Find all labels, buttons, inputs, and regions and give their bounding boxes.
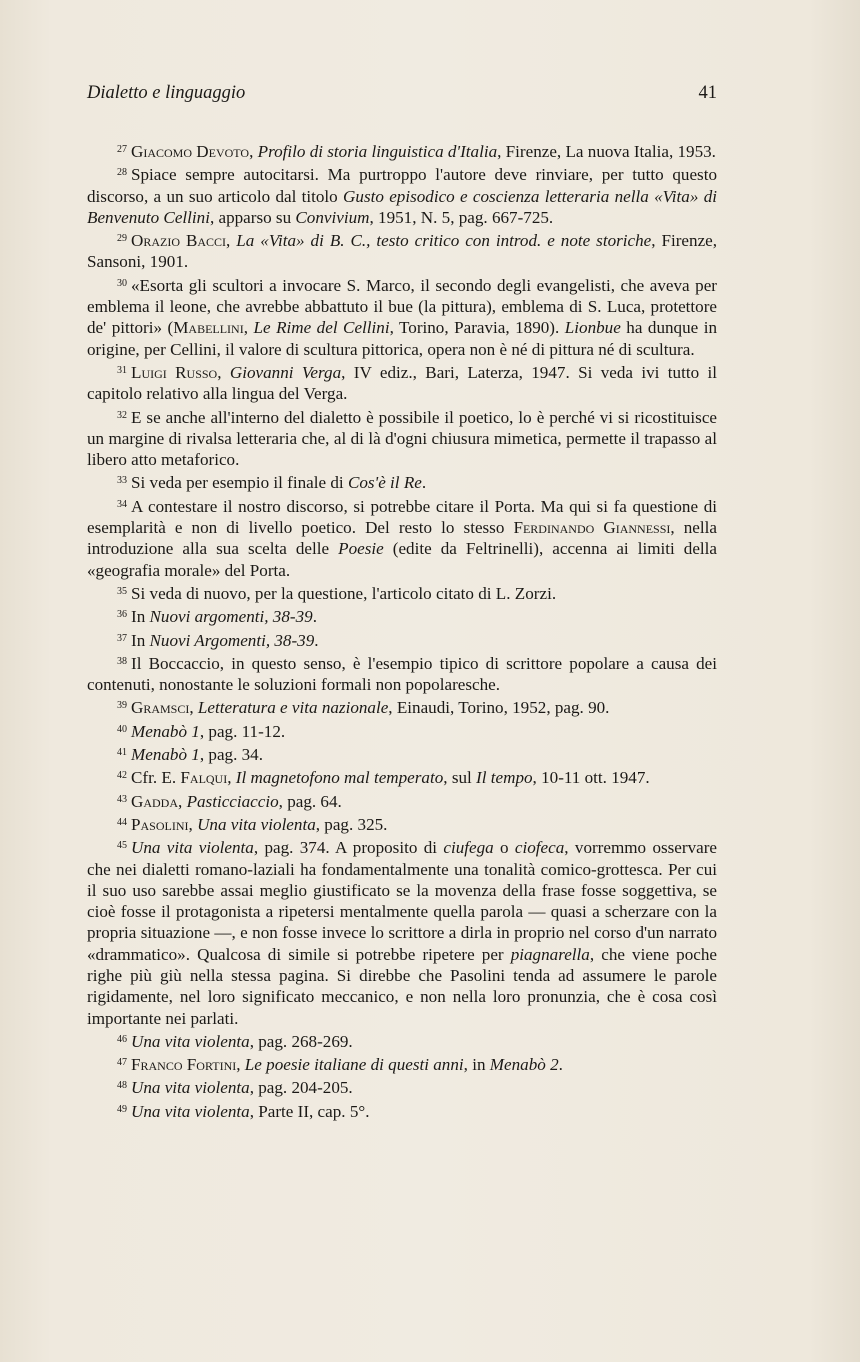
author-name: Falqui	[180, 768, 228, 788]
footnote-text: ,	[226, 231, 237, 251]
italic-title: Profilo di storia linguistica d'Italia	[257, 142, 498, 161]
footnote-36	[87, 604, 717, 627]
italic-title: ciufega	[443, 838, 494, 858]
footnote-text: , 10-11 ott. 1947.	[532, 768, 650, 788]
footnote-number: 48	[117, 1080, 127, 1092]
footnote-text: , pag. 34.	[199, 745, 263, 765]
italic-title: Pasticciaccio	[186, 791, 279, 811]
footnote-32	[87, 405, 717, 471]
italic-title: Gusto episodico e coscienza letteraria nella «Vita» di Benvenuto Cellini	[87, 186, 717, 227]
footnote-number: 40	[117, 723, 127, 735]
italic-title: Le Rime del Cellini	[253, 318, 390, 338]
italic-title: Una vita violenta	[197, 814, 316, 834]
author-name: Giacomo Devoto	[131, 142, 250, 161]
footnote-text: , pag. 374. A proposito di	[253, 838, 444, 858]
italic-title: Cos'è il Re	[347, 473, 422, 493]
italic-title: Menabò 1	[131, 721, 200, 741]
footnote-number: 34	[117, 498, 127, 510]
footnote-text: Si veda per esempio il finale di	[131, 473, 348, 493]
footnote-number: 46	[117, 1033, 127, 1045]
footnote-number: 27	[117, 144, 127, 155]
footnote-47	[87, 1052, 717, 1075]
italic-title: Giovanni Verga	[229, 362, 342, 382]
author-name: Mabellini	[173, 318, 244, 338]
footnote-number: 29	[117, 233, 127, 245]
footnote-number: 38	[117, 655, 127, 667]
footnote-text: ,	[227, 768, 236, 788]
footnote-text: ha dunque in origine, per Cellini, il valore di scultura pittorica, opera non è né di pittura né di scultura.	[87, 318, 717, 359]
footnote-text: ,	[249, 142, 258, 161]
footnote-number: 30	[117, 277, 127, 289]
footnote-text: , Firenze, La nuova Italia, 1953.	[497, 142, 716, 161]
footnote-text: «Esorta gli scultori a invocare S. Marco, il secondo degli evangelisti, che aveva per emblema il leone, che avrebbe abbattuto il bue (la pittura), emblema di S. Luca, protettore de' pittori» (	[87, 275, 717, 338]
footnote-number: 32	[117, 409, 127, 421]
italic-title: Poesie	[338, 539, 384, 559]
footnote-text: , IV ediz., Bari, Laterza, 1947. Si veda ivi tutto il capitolo relativo alla lingua del Verga.	[87, 362, 718, 404]
footnote-text: ,	[188, 814, 198, 834]
footnote-text: .	[421, 473, 427, 493]
author-name: Gadda	[131, 791, 179, 811]
footnote-42	[87, 765, 717, 788]
footnote-39	[87, 695, 717, 718]
italic-title: Menabò 1	[131, 745, 200, 765]
footnote-number: 42	[117, 770, 127, 782]
footnote-text: ,	[243, 318, 254, 338]
footnote-text: (edite da Feltrinelli), accenna ai limiti della «geografia morale» del Porta.	[87, 539, 718, 580]
italic-title: La «Vita» di B. C., testo critico con introd. e note storiche	[236, 231, 652, 251]
footnote-text: , nella introduzione alla sua scelta delle	[87, 518, 717, 559]
footnote-text: , Firenze, Sansoni, 1901.	[87, 231, 718, 272]
footnote-number: 47	[117, 1057, 127, 1069]
footnote-text: ,	[236, 1055, 245, 1075]
footnote-text: ,	[189, 698, 198, 718]
footnote-number: 35	[117, 585, 127, 597]
italic-title: Il magnetofono mal temperato	[235, 768, 444, 788]
footnote-text: A contestare il nostro discorso, si potrebbe citare il Porta. Ma qui si fa questione di esemplarità e non di livello poetico. Del resto lo stesso	[87, 496, 717, 538]
footnote-number: 44	[117, 816, 127, 828]
italic-title: Convivium	[295, 207, 370, 227]
footnote-46	[87, 1029, 717, 1052]
italic-title: Una vita violenta	[131, 1031, 250, 1051]
italic-title: Lionbue	[564, 318, 621, 338]
footnotes-block	[87, 139, 717, 1122]
author-name: Orazio Bacci	[131, 231, 227, 251]
footnote-text: o	[493, 838, 515, 858]
footnote-text: , pag. 204-205.	[249, 1078, 353, 1098]
footnote-text: , vorremmo osservare che nei dialetti romano-laziali ha fondamentalmente una tonalità comico-grottesca. Per cui il suo uso sarebbe assai meglio giustificato se la movenza della frase fosse soggettiva, se cioè fosse il protagonista a ripetersi mentalmente quella parola — quasi a scherzare con la propria situazione —, e non fosse invece lo scrittore a dirla in proprio nel corso d'un narrato «drammatico». Qualcosa di simile si potrebbe ripetere per	[87, 838, 717, 964]
footnote-49	[87, 1099, 717, 1122]
footnote-number: 49	[117, 1103, 127, 1115]
italic-title: Menabò 2	[489, 1055, 559, 1075]
footnote-text: Cfr. E.	[131, 768, 181, 788]
italic-title: Il tempo	[476, 768, 533, 788]
page-number: 41	[698, 83, 717, 103]
author-name: Gramsci	[131, 698, 190, 718]
footnote-text: E se anche all'interno del dialetto è possibile il poetico, lo è perché vi si ricostituisce un margine di rivalsa letteraria che, al di là d'ogni chiusura mimetica, permette il trapasso al libero atto metaforico.	[87, 407, 717, 470]
footnote-text: .	[312, 607, 317, 627]
footnote-text: , in	[463, 1055, 490, 1075]
italic-title: Nuovi Argomenti, 38-39	[149, 630, 315, 650]
footnote-45	[87, 835, 717, 1029]
page-header	[87, 83, 717, 109]
footnote-text: , Einaudi, Torino, 1952, pag. 90.	[388, 698, 610, 718]
footnote-33	[87, 470, 717, 493]
footnote-number: 41	[117, 747, 127, 759]
footnote-44	[87, 812, 717, 835]
footnote-text: , 1951, N. 5, pag. 667-725.	[369, 207, 554, 227]
footnote-30	[87, 273, 717, 360]
footnote-text: , sul	[443, 768, 477, 788]
footnote-27	[87, 139, 717, 162]
footnote-31	[87, 360, 717, 405]
footnote-text: In	[131, 607, 150, 627]
footnote-number: 33	[117, 475, 127, 487]
footnote-number: 28	[117, 167, 127, 179]
footnote-text: , pag. 64.	[278, 791, 342, 811]
footnote-number: 37	[117, 632, 127, 644]
footnote-38	[87, 651, 717, 696]
footnote-37	[87, 628, 717, 651]
footnote-48	[87, 1075, 717, 1098]
footnote-text: Il Boccaccio, in questo senso, è l'esempio tipico di scrittore popolare a causa dei contenuti, nonostante le soluzioni formali non popolaresche.	[87, 653, 717, 695]
italic-title: Una vita violenta	[131, 1078, 250, 1098]
italic-title: Una vita violenta	[131, 1101, 250, 1121]
author-name: Ferdinando Giannessi	[513, 518, 671, 538]
footnote-text: , Torino, Paravia, 1890).	[389, 318, 565, 338]
footnote-43	[87, 789, 717, 812]
running-title: Dialetto e linguaggio	[87, 83, 246, 103]
footnote-35	[87, 581, 717, 604]
footnote-number: 43	[117, 793, 127, 805]
author-name: Franco Fortini	[131, 1055, 237, 1075]
italic-title: ciofeca	[514, 838, 565, 858]
author-name: Luigi Russo	[131, 362, 218, 382]
footnote-text: , apparso su	[209, 207, 296, 227]
italic-title: piagnarella	[510, 944, 590, 964]
footnote-number: 31	[117, 364, 127, 376]
footnote-text: , pag. 11-12.	[199, 721, 286, 741]
footnote-text: .	[558, 1055, 563, 1075]
italic-title: Le poesie italiane di questi anni	[244, 1055, 464, 1075]
footnote-text: ,	[217, 362, 230, 382]
italic-title: Nuovi argomenti, 38-39	[149, 607, 313, 627]
footnote-text: .	[314, 630, 319, 650]
footnote-number: 45	[117, 840, 127, 852]
author-name: Pasolini	[131, 814, 189, 834]
footnote-text: In	[131, 630, 150, 650]
footnote-text: , pag. 268-269.	[249, 1031, 353, 1051]
footnote-29	[87, 228, 717, 273]
footnote-number: 39	[117, 700, 127, 712]
footnote-34	[87, 494, 717, 581]
footnote-text: Spiace sempre autocitarsi. Ma purtroppo l'autore deve rinviare, per tutto questo discorso, a un suo articolo dal titolo	[87, 165, 717, 206]
footnote-text: , pag. 325.	[315, 814, 388, 834]
footnote-40	[87, 719, 717, 742]
footnote-28	[87, 162, 717, 228]
footnote-41	[87, 742, 717, 765]
italic-title: Una vita violenta	[131, 838, 254, 858]
italic-title: Letteratura e vita nazionale	[197, 698, 389, 718]
footnote-text: ,	[178, 791, 187, 811]
footnote-number: 36	[117, 609, 127, 621]
footnote-text: Si veda di nuovo, per la questione, l'articolo citato di L. Zorzi.	[131, 583, 557, 603]
footnote-text: , che viene poche righe più giù nella stessa pagina. Si direbbe che Pasolini tenda ad assumere le parole rigidamente, nel loro significato meccanico, e non nella loro pronunzia, che è cosa così importante nei parlati.	[87, 944, 717, 1028]
footnote-text: , Parte II, cap. 5°.	[249, 1101, 370, 1121]
